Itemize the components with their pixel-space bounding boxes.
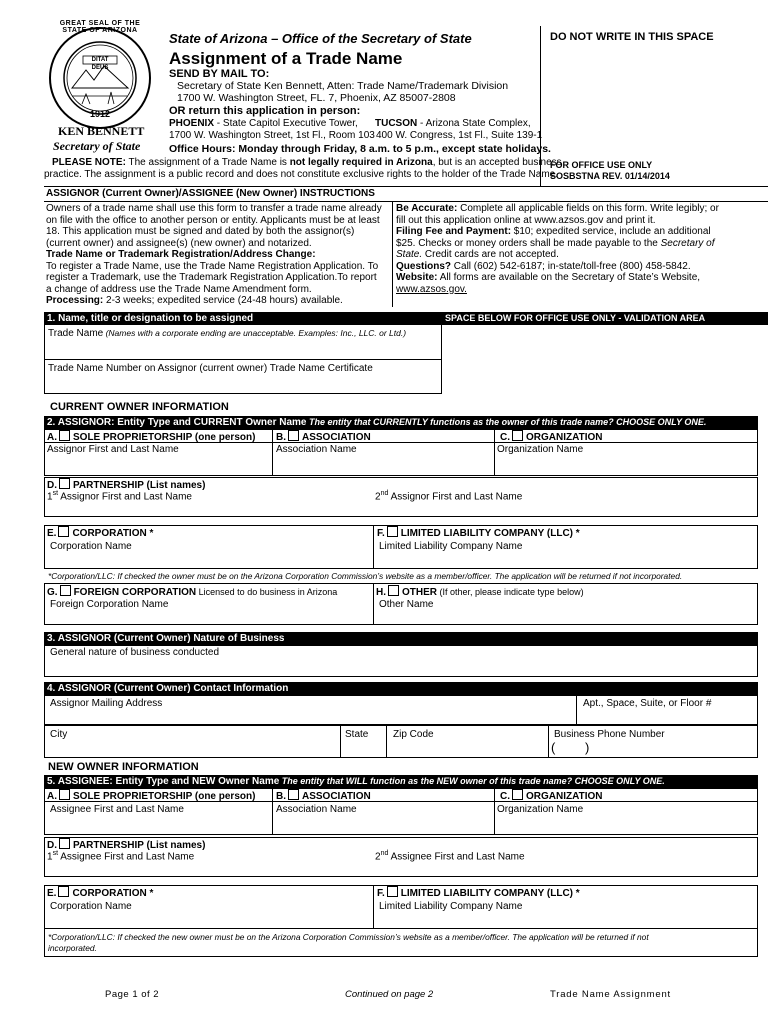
state-office-title: State of Arizona – Office of the Secretary of State	[169, 31, 472, 46]
accurate-label: Be Accurate:	[396, 203, 458, 214]
secretary-name: KEN BENNETT	[58, 124, 145, 138]
association-name-field[interactable]: Association Name	[276, 444, 357, 455]
zip-field[interactable]: Zip Code	[393, 729, 434, 740]
website-link[interactable]: www.azsos.gov.	[396, 283, 467, 295]
partner2-label: Assignee First and Last Name	[388, 851, 525, 863]
llc-name-field[interactable]: Limited Liability Company Name	[379, 901, 523, 912]
ordinal-sup: st	[52, 850, 59, 857]
s2-option-b[interactable]	[276, 430, 371, 443]
section5-bar-title: 5. ASSIGNEE: Entity Type and NEW Owner Name	[47, 776, 280, 787]
tn-change-heading: Trade Name or Trademark Registration/Address Change:	[46, 249, 316, 260]
new-owner-note-line2: incorporated.	[48, 943, 97, 953]
section4-bar: 4. ASSIGNOR (Current Owner) Contact Information	[44, 682, 758, 695]
option-letter: F.	[377, 888, 385, 899]
section5-bar-note: The entity that WILL function as the NEW owner of this trade name? CHOOSE ONLY ONE.	[279, 776, 665, 786]
return-in-person: OR return this application in person:	[169, 105, 361, 117]
phone-paren-open: (	[551, 740, 556, 755]
option-label: ORGANIZATION	[526, 791, 603, 802]
s2-abc-div2	[494, 429, 495, 476]
option-letter: C.	[500, 432, 510, 443]
processing-text: 2-3 weeks; expedited service (24-48 hours) available.	[103, 295, 343, 306]
questions-line	[396, 261, 768, 273]
section2-bar-note: The entity that CURRENTLY functions as the owner of this trade name? CHOOSE ONLY ONE.	[306, 417, 707, 427]
processing-label: Processing:	[46, 295, 104, 306]
option-label: ORGANIZATION	[526, 432, 603, 443]
instructions-line: To register a Trade Name, use the Trade Name Registration Application. To	[46, 260, 379, 272]
fee-payee: Secretary of	[660, 237, 715, 249]
s5-option-e[interactable]	[47, 886, 153, 899]
corporation-name-field[interactable]: Corporation Name	[50, 541, 132, 552]
partner1-label: Assignee First and Last Name	[58, 851, 195, 863]
checkbox-icon[interactable]	[60, 585, 71, 596]
option-letter: H.	[376, 587, 386, 598]
trade-name-field[interactable]	[45, 326, 440, 358]
s5-option-f[interactable]	[377, 886, 580, 899]
option-letter: E.	[47, 528, 57, 539]
corporation-name-field[interactable]: Corporation Name	[50, 901, 132, 912]
questions-text: Call (602) 542-6187; in-state/toll-free (800) 458-5842.	[451, 260, 691, 272]
option-letter: G.	[47, 587, 58, 598]
s4-row2-div3	[548, 725, 549, 758]
section3-bar: 3. ASSIGNOR (Current Owner) Nature of Business	[44, 632, 758, 645]
checkbox-icon[interactable]	[387, 526, 398, 537]
checkbox-icon[interactable]	[59, 838, 70, 849]
foreign-corp-name-field[interactable]: Foreign Corporation Name	[50, 599, 169, 610]
section2-bar-title: 2. ASSIGNOR: Entity Type and CURRENT Owner Name	[47, 417, 307, 428]
tucson-label: TUCSON	[375, 118, 418, 129]
phoenix-line2: 1700 W. Washington Street, 1st Fl., Room 103	[169, 130, 375, 141]
s5-abc-div1	[272, 788, 273, 835]
organization-name-field[interactable]: Organization Name	[497, 804, 584, 815]
option-note: (If other, please indicate type below)	[437, 587, 584, 597]
instructions-line: register a Trademark, use the Trademark Registration Application.To report	[46, 272, 377, 283]
option-letter: D.	[47, 840, 57, 851]
s5-abc-div2	[494, 788, 495, 835]
trade-name-label	[48, 328, 406, 339]
form-title: Assignment of a Trade Name	[169, 49, 403, 68]
s2-gh-div	[373, 583, 374, 625]
s2-option-h[interactable]	[376, 585, 584, 598]
s5-option-b[interactable]	[276, 789, 371, 802]
validation-bar: SPACE BELOW FOR OFFICE USE ONLY - VALIDATION AREA	[441, 312, 768, 325]
seal-motto: DITAT DEUS	[91, 57, 109, 71]
checkbox-icon[interactable]	[288, 430, 299, 441]
phone-paren-close: )	[585, 740, 590, 755]
fee-line	[396, 226, 768, 238]
page-number: Page 1 of 2	[105, 989, 160, 1000]
option-letter: C.	[500, 791, 510, 802]
s1-bottom-border	[44, 393, 442, 394]
s5-option-c[interactable]	[500, 789, 602, 802]
s2-option-c[interactable]	[500, 430, 602, 443]
office-box-divider	[540, 26, 541, 186]
accurate-line2: fill out this application online at www.azsos.gov and print it.	[396, 214, 656, 226]
option-letter: E.	[47, 888, 57, 899]
fee-text2: $25. Checks or money orders shall be made payable to the	[396, 237, 661, 249]
option-label: CORPORATION *	[72, 888, 154, 899]
phoenix-label: PHOENIX	[169, 118, 215, 129]
checkbox-icon[interactable]	[387, 886, 398, 897]
do-not-write: DO NOT WRITE IN THIS SPACE	[550, 31, 714, 43]
option-note: Licensed to do business in Arizona	[196, 587, 338, 597]
partner2-field[interactable]: 2nd Assignor First and Last Name	[375, 490, 523, 503]
partner1-field[interactable]: 1st Assignor First and Last Name	[47, 490, 192, 503]
instructions-divider	[392, 201, 393, 307]
office-hours: Office Hours: Monday through Friday, 8 a.m. to 5 p.m., except state holidays.	[169, 143, 551, 155]
assignee-partner2-field[interactable]: 2nd Assignee First and Last Name	[375, 850, 525, 863]
fee-text3: Credit cards are not accepted.	[422, 249, 559, 260]
instructions-heading: ASSIGNOR (Current Owner)/ASSIGNEE (New Owner) INSTRUCTIONS	[46, 188, 375, 199]
option-letter: B.	[276, 791, 286, 802]
s2-option-f[interactable]	[377, 526, 580, 539]
option-letter: A.	[47, 432, 57, 443]
s4-row2-div1	[340, 725, 341, 758]
option-label: OTHER	[402, 587, 437, 598]
association-name-field[interactable]: Association Name	[276, 804, 357, 815]
checkbox-icon[interactable]	[388, 585, 399, 596]
ordinal-sup: st	[52, 490, 59, 497]
state-field[interactable]: State	[345, 729, 369, 740]
current-owner-heading: CURRENT OWNER INFORMATION	[50, 401, 229, 413]
mail-address-line2: 1700 W. Washington Street, FL. 7, Phoenix, AZ 85007-2808	[177, 92, 456, 104]
instructions-left	[46, 203, 391, 307]
s4-row1-div	[576, 695, 577, 725]
instructions-line: Owners of a trade name shall use this form to transfer a trade name already	[46, 203, 382, 214]
fee-payee2: State.	[396, 249, 423, 260]
city-field[interactable]: City	[50, 729, 68, 740]
form-name-footer: Trade Name Assignment	[550, 989, 671, 1000]
phoenix-line1: - State Capitol Executive Tower,	[214, 118, 358, 129]
option-label: FOREIGN CORPORATION	[73, 587, 197, 598]
accurate-line	[396, 203, 768, 215]
s5-ef-div	[373, 885, 374, 929]
new-owner-heading: NEW OWNER INFORMATION	[48, 761, 199, 773]
website-text: All forms are available on the Secretary of State’s Website,	[437, 272, 701, 283]
s5-option-a[interactable]	[47, 789, 255, 802]
fee-line3	[396, 249, 768, 261]
option-label: PARTNERSHIP (List names)	[73, 480, 206, 491]
please-note-label: PLEASE NOTE:	[52, 157, 126, 168]
website-line	[396, 272, 768, 284]
notice-text1: The assignment of a Trade Name is	[125, 157, 290, 168]
checkbox-icon[interactable]	[59, 430, 70, 441]
checkbox-icon[interactable]	[512, 789, 523, 800]
option-label: ASSOCIATION	[302, 432, 371, 443]
notice	[52, 157, 562, 168]
instructions-line: 18. This application must be signed and dated by both the assignor(s)	[46, 226, 355, 237]
s2-abc-div1	[272, 429, 273, 476]
processing-line	[46, 295, 391, 307]
phoenix-address	[169, 118, 358, 129]
checkbox-icon[interactable]	[288, 789, 299, 800]
option-letter: D.	[47, 480, 57, 491]
notice-bold: not legally required in Arizona	[289, 157, 433, 168]
s2-option-g[interactable]	[47, 585, 337, 598]
seal-outer-text: GREAT SEAL OF THE STATE OF ARIZONA	[59, 20, 141, 34]
secretary-title: Secretary of State	[53, 139, 141, 153]
continued-note: Continued on page 2	[345, 989, 434, 1000]
assignor-name-field[interactable]: Assignor First and Last Name	[47, 444, 179, 455]
s2-option-e[interactable]	[47, 526, 153, 539]
s4-row2-div2	[386, 725, 387, 758]
tucson-line1: - Arizona State Complex,	[417, 118, 531, 129]
trade-name-text: Trade Name	[48, 328, 104, 339]
checkbox-icon[interactable]	[512, 430, 523, 441]
partner2-label: Assignor First and Last Name	[388, 491, 523, 503]
send-by-mail: SEND BY MAIL TO:	[169, 68, 270, 80]
nature-business-label: General nature of business conducted	[50, 647, 219, 658]
instructions-right	[396, 203, 768, 295]
option-label: SOLE PROPRIETORSHIP (one person)	[73, 791, 256, 802]
option-label: CORPORATION *	[72, 528, 154, 539]
accurate-text: Complete all applicable fields on this form. Write legibly; or	[457, 203, 719, 214]
s2-ef-div	[373, 525, 374, 569]
assignee-name-field[interactable]: Assignee First and Last Name	[50, 804, 184, 815]
form-revision: SOSBSTNA REV. 01/14/2014	[550, 171, 670, 181]
fee-text: $10; expedited service, include an additional	[511, 226, 711, 237]
tucson-address	[375, 118, 531, 129]
section1-bar: 1. Name, title or designation to be assigned	[44, 312, 441, 325]
notice-text2: , but is an accepted business	[432, 157, 562, 168]
option-label: SOLE PROPRIETORSHIP (one person)	[73, 432, 256, 443]
ordinal-sup: nd	[380, 850, 389, 857]
llc-name-field[interactable]: Limited Liability Company Name	[379, 541, 523, 552]
instructions-line: (current owner) and assignee(s) (new owner) and notarized.	[46, 237, 312, 249]
option-label: LIMITED LIABILITY COMPANY (LLC) *	[400, 528, 580, 539]
header-divider	[44, 186, 768, 187]
trade-name-number-label: Trade Name Number on Assignor (current owner) Trade Name Certificate	[48, 363, 373, 374]
new-owner-note-line1: *Corporation/LLC: If checked the new owner must be on the Arizona Corporation Commission’s website as a member/officer. The application will be returned if not	[48, 932, 649, 942]
checkbox-icon[interactable]	[59, 478, 70, 489]
seal-year: 1912	[89, 109, 111, 119]
other-name-field[interactable]: Other Name	[379, 599, 434, 610]
option-label: PARTNERSHIP (List names)	[73, 840, 206, 851]
checkbox-icon[interactable]	[59, 789, 70, 800]
tucson-line2: 400 W. Congress, 1st Fl., Suite 139-1	[376, 130, 543, 141]
state-seal	[48, 20, 152, 130]
website-label: Website:	[396, 272, 438, 283]
assignee-partner1-field[interactable]: 1st Assignee First and Last Name	[47, 850, 195, 863]
instructions-line: a change of address use the Trade Name Amendment form.	[46, 283, 312, 295]
option-letter: A.	[47, 791, 57, 802]
option-letter: F.	[377, 528, 385, 539]
mail-address-line1: Secretary of State Ken Bennett, Atten: Trade Name/Trademark Division	[177, 80, 509, 92]
instructions-line: on file with the office to another person or entity. Applicants must be at least	[46, 214, 380, 226]
trade-name-number-field[interactable]	[45, 360, 440, 392]
option-label: LIMITED LIABILITY COMPANY (LLC) *	[400, 888, 580, 899]
phone-field[interactable]: Business Phone Number	[554, 729, 665, 740]
organization-name-field[interactable]: Organization Name	[497, 444, 584, 455]
questions-label: Questions?	[396, 260, 452, 272]
s2-option-a[interactable]	[47, 430, 255, 443]
ordinal-sup: nd	[380, 490, 389, 497]
trade-name-note: (Names with a corporate ending are unacceptable. Examples: Inc., LLC. or Ltd.)	[103, 328, 407, 338]
fee-label: Filing Fee and Payment:	[396, 226, 512, 237]
section2-bar	[44, 416, 758, 429]
option-label: ASSOCIATION	[302, 791, 371, 802]
mailing-address-field[interactable]: Assignor Mailing Address	[50, 698, 163, 709]
section5-bar	[44, 775, 758, 788]
fee-line2	[396, 238, 768, 250]
corp-llc-note: *Corporation/LLC: If checked the owner must be on the Arizona Corporation Commission’s website as a member/officer. The application will be returned if not incorporated.	[48, 571, 683, 581]
instructions-top-line	[44, 201, 768, 202]
checkbox-icon[interactable]	[58, 886, 69, 897]
partner1-label: Assignor First and Last Name	[58, 491, 192, 503]
notice-line2: practice. The assignment is a public record and does not constitute exclusive rights to the holder of the Trade Name.	[44, 169, 558, 180]
apt-suite-field[interactable]: Apt., Space, Suite, or Floor #	[583, 698, 712, 709]
checkbox-icon[interactable]	[58, 526, 69, 537]
option-letter: B.	[276, 432, 286, 443]
office-use-only: FOR OFFICE USE ONLY	[550, 160, 653, 170]
